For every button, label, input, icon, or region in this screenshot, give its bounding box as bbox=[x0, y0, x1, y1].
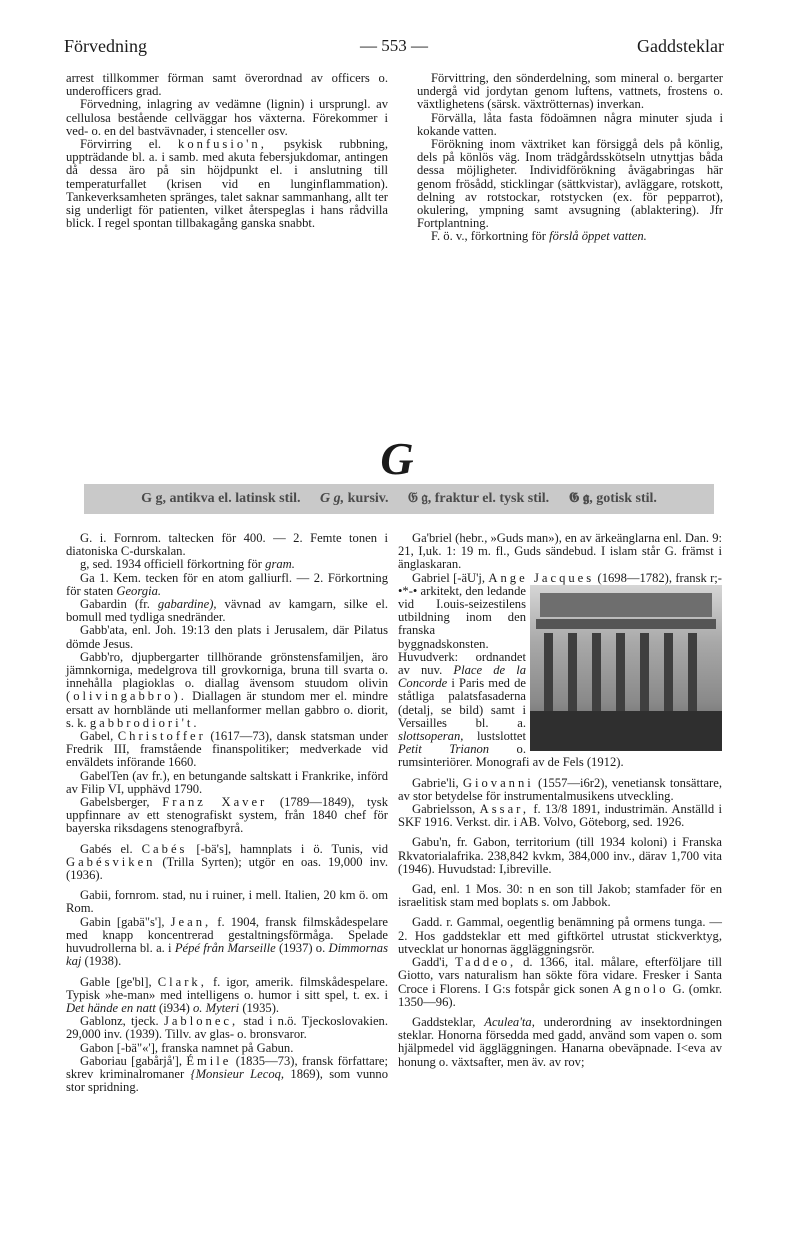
gable-italic-1: Det hände en natt bbox=[66, 1000, 156, 1015]
entry-gabon: Gabon [-bä"«'], franska namnet på Gabun. bbox=[80, 1040, 294, 1055]
gablonz-lead: Gablonz, tjeck. bbox=[80, 1014, 159, 1029]
entry-gabun: Gabu'n, fr. Gabon, territorium (till 1934 koloni) i Franska Rkvatorialafrika. 238,842 kvkm, 384,000 inv., därav 1,700 vita (1946). Huvudstad: I,ibreville. bbox=[398, 835, 722, 876]
gabbro-spaced-2: gabbrodiori't. bbox=[89, 715, 200, 730]
gabrielsson-lead: Gabrielsson, bbox=[412, 802, 476, 817]
entry-gabbro bbox=[66, 651, 388, 730]
gabrielsson-spaced: Assar, bbox=[479, 802, 529, 817]
gabin-spaced: Jean, bbox=[170, 914, 212, 929]
gabes-spaced-2: Gabésviken bbox=[66, 854, 156, 869]
gabelsberger-text: (1789—1849), tysk uppfinnare av ett stenografiskt system, från 1840 chef för bayerska riksdagens stenografbyrå. bbox=[66, 795, 388, 836]
gabriel-text-1: (1698—1782), fransk r;-•*-• arkitekt, den ledande vid I.ouis-seizestilens utbildning inom den franska byggnadskonsten. Huvudverk: ordnandet av nuv. bbox=[398, 570, 722, 678]
gabin-end: (1938). bbox=[84, 954, 122, 969]
gabriel-text-4: o. rumsinteriörer. Monografi av de Fels (1912). bbox=[398, 742, 624, 770]
gabelsberger-spaced: Franz Xaver bbox=[162, 795, 268, 810]
section-letter: G bbox=[380, 433, 414, 484]
variant-kursiv bbox=[320, 491, 388, 506]
building-facade-photo bbox=[530, 585, 722, 751]
entry-gabin bbox=[66, 916, 388, 969]
gaboriau-lead: Gaboriau [gabårjå'], bbox=[80, 1053, 183, 1068]
gabrielsson-text: f. 13/8 1891, industrimän. Anställd i SKF 1916. Verkst. dir. i AB. Volvo, Göteborg, sed. 1926. bbox=[398, 802, 722, 830]
page-header bbox=[64, 36, 724, 60]
gaboriau-text: (1835—73), fransk författare; skrev kriminalromaner bbox=[66, 1053, 388, 1081]
entry-gaddi bbox=[398, 956, 722, 1009]
gaboriau-italic: {Monsieur Lecoq, bbox=[190, 1066, 285, 1081]
entry-fov bbox=[417, 230, 723, 243]
gabriel-italic-3: Petit Trianon bbox=[398, 742, 490, 757]
entry-gabbata: Gabb'ata, enl. Joh. 19:13 den plats i Jerusalem, där Pilatus dömde Jesus. bbox=[66, 623, 388, 651]
gabin-text: f. 1904, fransk filmskådespelare med knapp koncentrerad gestaltningsförmåga. Spelade huvudrollerna bl. a. i bbox=[66, 914, 389, 956]
gabbro-a: Gabb'ro, djupbergarter tillhörande grönstensfamiljen, äro jämnkorniga, medelgrova till grovkorniga, bruna till svarta o. innehålla plagioklas o. diallag ävensom stuudom olivin bbox=[66, 649, 388, 691]
column-bottom-right bbox=[398, 532, 722, 1069]
gaddi-text: d. 1366, ital. målare, efterföljare till Giotto, vars naturalism han sökte föra vidare. Fresker i Santa Croce i Florens. I G:s fotspår gick sonen bbox=[398, 955, 722, 996]
forvirring-lead: Förvirring el. bbox=[80, 137, 162, 152]
gaddsteklar-lead: Gaddsteklar, bbox=[412, 1014, 476, 1029]
gabriel-text-2: i Paris med de ståtliga palatsfasaderna (detalj, se bild) samt i Versailles bl. a. bbox=[398, 676, 526, 730]
ga-text: Ga 1. Kem. tecken för en atom galliurfl. — 2. Förkortning för staten bbox=[66, 570, 388, 598]
entry-forvittring: Förvittring, den sönderdelning, som mineral o. bergarter undergå vid jordytan genom luftens, vattnets, frostens o. växtlighetens (särsk. växtrötternas) inverkan. bbox=[417, 71, 723, 112]
fov-italic: förslå öppet vatten. bbox=[549, 229, 647, 244]
gabbro-spaced-1: (olivingabbro). bbox=[66, 689, 187, 704]
gable-italic-2: o. Myteri bbox=[192, 1000, 240, 1015]
entry-gaboriau bbox=[66, 1055, 388, 1095]
entry-ga bbox=[66, 572, 388, 598]
gable-end: (1935). bbox=[242, 1000, 280, 1015]
forvirring-spaced: konfusio'n, bbox=[178, 137, 267, 152]
page-number: — 553 — bbox=[360, 36, 428, 55]
gaddi-spaced-2: Agnolo bbox=[612, 981, 669, 996]
entry-gabriel bbox=[398, 572, 722, 770]
entry-gabelle: GabelTen (av fr.), en betungande saltskatt i Frankrike, införd av Filip VI, upphävd 1790. bbox=[66, 768, 388, 796]
gabelsberger-lead: Gabelsberger, bbox=[80, 795, 150, 810]
gabrieli-spaced: Giovanni bbox=[462, 775, 534, 790]
gaddsteklar-text: underordning av insektordningen steklar. Honorna försedda med gadd, använd som vapen o. som hjälpmedel vid äggläggningen. Hanarna obeväpnade. I<eva av honung o. växtsafter, men äv. av rov; bbox=[398, 1014, 722, 1069]
entry-gabel bbox=[66, 730, 388, 770]
letter-variants-banner bbox=[84, 484, 714, 514]
variant-gotisk: 𝕲 𝖌, gotisk stil. bbox=[568, 491, 657, 506]
gabrieli-text: (1557—i6r2), venetiansk tonsättare, av stor betydelse för instrumentalmusikens utveckling. bbox=[398, 775, 722, 803]
gabes-text: (Trilla Syrten); utgör en oas. 19,000 inv. (1936). bbox=[66, 854, 388, 883]
entry-forokning: Förökning inom växtriket kan försiggå dels på könlig, dels på könlös väg. Inom trädgårdsskötseln utnyttjas båda dessa möjligheter. Individförökning åvägabringas här genom frösådd, sticklingar (sättkvistar), avläggare, rotskott, delning av rotstockar, rotstycken (ex. för pepparrot), okulering, ympning samt avsugning (ablaktering). Jfr Fortplantning. bbox=[417, 137, 723, 231]
entry-gaddsteklar bbox=[398, 1016, 722, 1069]
gabes-lead: Gabés el. bbox=[80, 841, 133, 856]
gablonz-spaced: Jablonec, bbox=[163, 1014, 239, 1029]
entry-continuation: arrest tillkommer förman samt överordnad av officers o. underofficers grad. bbox=[66, 71, 388, 99]
entry-gabardin bbox=[66, 598, 388, 624]
ga-italic: Georgia. bbox=[116, 583, 162, 598]
entry-gabii: Gabii, fornrom. stad, nu i ruiner, i mell. Italien, 20 km ö. om Rom. bbox=[66, 888, 388, 916]
variant-fraktur: 𝔊 𝔤, fraktur el. tysk stil. bbox=[408, 491, 550, 506]
gaddi-spaced: Taddeo, bbox=[455, 955, 517, 970]
gabriel-italic-2: slottsoperan, bbox=[398, 729, 464, 744]
forvirring-text: psykisk rubbning, uppträdande bl. a. i samb. med akuta febersjukdomar, antingen då dessa äro på sin höjdpunkt el. i anslutning till temperaturfallet (krisen vid en lunginflammation). Tankeverksamheten spränges, talet saknar sammanhang, allt ter sig underligt för patienten, vilket återspeglas i hans rådvilla blick. I regel spontan tillbakagång ganska snabbt. bbox=[66, 137, 388, 231]
gabel-lead: Gabel, bbox=[80, 729, 114, 744]
gabriel-text-3: lustslottet bbox=[477, 729, 526, 744]
entry-g-i: G. i. Fornrom. taltecken för 400. — 2. Femte tonen i diatoniska C-durskalan. bbox=[66, 531, 388, 559]
gabin-mid: (1937) o. bbox=[278, 941, 326, 956]
gabes-spaced: Cabés bbox=[141, 841, 188, 856]
gable-text: f. igor, amerik. filmskådespelare. Typisk »he-man» med intelligens o. humor i sitt spel, t. ex. i bbox=[66, 974, 388, 1002]
entry-forvirring bbox=[66, 138, 388, 230]
gaboriau-spaced: Émile bbox=[186, 1053, 232, 1068]
gable-spaced: Clark, bbox=[157, 974, 207, 989]
column-bottom-left bbox=[66, 532, 388, 1094]
gabin-lead: Gabin [gabä"s'], bbox=[80, 914, 165, 929]
entry-gabes bbox=[66, 843, 388, 883]
entry-gabriel-hebr: Ga'briel (hebr., »Guds man»), en av ärkeänglarna enl. Dan. 9: 21, I,uk. 1: 19 m. fl., Guds sändebud. I islam står G. främst i änglaskaran. bbox=[398, 531, 723, 572]
entry-gablonz bbox=[66, 1015, 388, 1041]
gabriel-italic-1: Place de la Concorde bbox=[398, 663, 526, 691]
variant-kursiv-glyphs: G g, bbox=[320, 491, 345, 506]
gabel-spaced: Christoffer bbox=[117, 729, 206, 744]
g-sed-italic: gram. bbox=[265, 557, 295, 572]
entry-gable bbox=[66, 976, 388, 1016]
column-top-right bbox=[417, 72, 723, 244]
gaddi-end: G. (omkr. 1350—96). bbox=[398, 981, 723, 1009]
gabriel-lead: Gabriel [-äU'j, bbox=[412, 570, 486, 585]
header-first-word: Förvedning bbox=[64, 36, 147, 56]
gabel-text: (1617—73), dansk statsman under Fredrik III, framstående finanspolitiker; medverkade vid enväldets införande 1660. bbox=[66, 729, 388, 770]
entry-gabrieli bbox=[398, 777, 722, 803]
gaddi-lead: Gadd'i, bbox=[412, 955, 449, 970]
gabrieli-lead: Gabrie'li, bbox=[412, 775, 459, 790]
g-sed-text: g, sed. 1934 officiell förkortning för bbox=[80, 557, 262, 572]
gabardin-a: Gabardin (fr. bbox=[80, 597, 150, 612]
gabin-italic-1: Pépé från Marseille bbox=[174, 941, 276, 956]
gaboriau-end: 1869), som vunno stor spridning. bbox=[66, 1066, 389, 1095]
gaddsteklar-italic: Aculea'ta, bbox=[484, 1014, 535, 1029]
gabes-mid: [-bä's], hamnplats i ö. Tunis, vid bbox=[196, 841, 388, 856]
gabin-italic-2: Dimmornas kaj bbox=[66, 941, 388, 969]
entry-gabelsberger bbox=[66, 796, 388, 836]
gabardin-b: vävnad av kamgarn, silke el. bomull med tydliga snedränder. bbox=[66, 597, 388, 625]
gable-lead: Gable [ge'bl], bbox=[80, 974, 152, 989]
variant-kursiv-label: kursiv. bbox=[347, 491, 389, 506]
entry-forvalla: Förvälla, låta fasta födoämnen några minuter sjuda i kokande vatten. bbox=[417, 110, 723, 138]
entry-gadd: Gadd. r. Gammal, oegentlig benämning på ormens tunga. — 2. Hos gaddsteklar ett med giftkörtel utrustat stickverktyg, utvecklat ur honornas äggläggningsrör. bbox=[398, 915, 722, 956]
entry-gad: Gad, enl. 1 Mos. 30: n en son till Jakob; stamfader för en israelitisk stam med boplats s. om Jabbok. bbox=[398, 882, 722, 910]
gabbro-b: Diallagen är stundom mer el. mindre ersatt av hornblände uti mellanformer mellan gabbro o. diorit, s. k. bbox=[66, 689, 388, 730]
variant-antikva: G g, antikva el. latinsk stil. bbox=[141, 491, 301, 506]
header-last-word: Gaddsteklar bbox=[637, 36, 724, 56]
gabriel-spaced: Ange Jacques bbox=[488, 570, 595, 585]
gabardin-italic: gabardine), bbox=[157, 597, 217, 612]
entry-forvedning: Förvedning, inlagring av vedämne (lignin) i ursprungl. av cellulosa bestående cellväggar hos växterna. Förekommer i ved- o. en del bastvävnader, i stenceller osv. bbox=[66, 97, 388, 138]
column-top-left bbox=[66, 72, 388, 230]
gablonz-text: stad i n.ö. Tjeckoslovakien. 29,000 inv. (1939). Tillv. av glas- o. bronsvaror. bbox=[66, 1014, 388, 1042]
fov-text: F. ö. v., förkortning för bbox=[431, 229, 547, 244]
gable-mid: (i934) bbox=[159, 1000, 190, 1015]
entry-gabrielsson bbox=[398, 803, 722, 829]
